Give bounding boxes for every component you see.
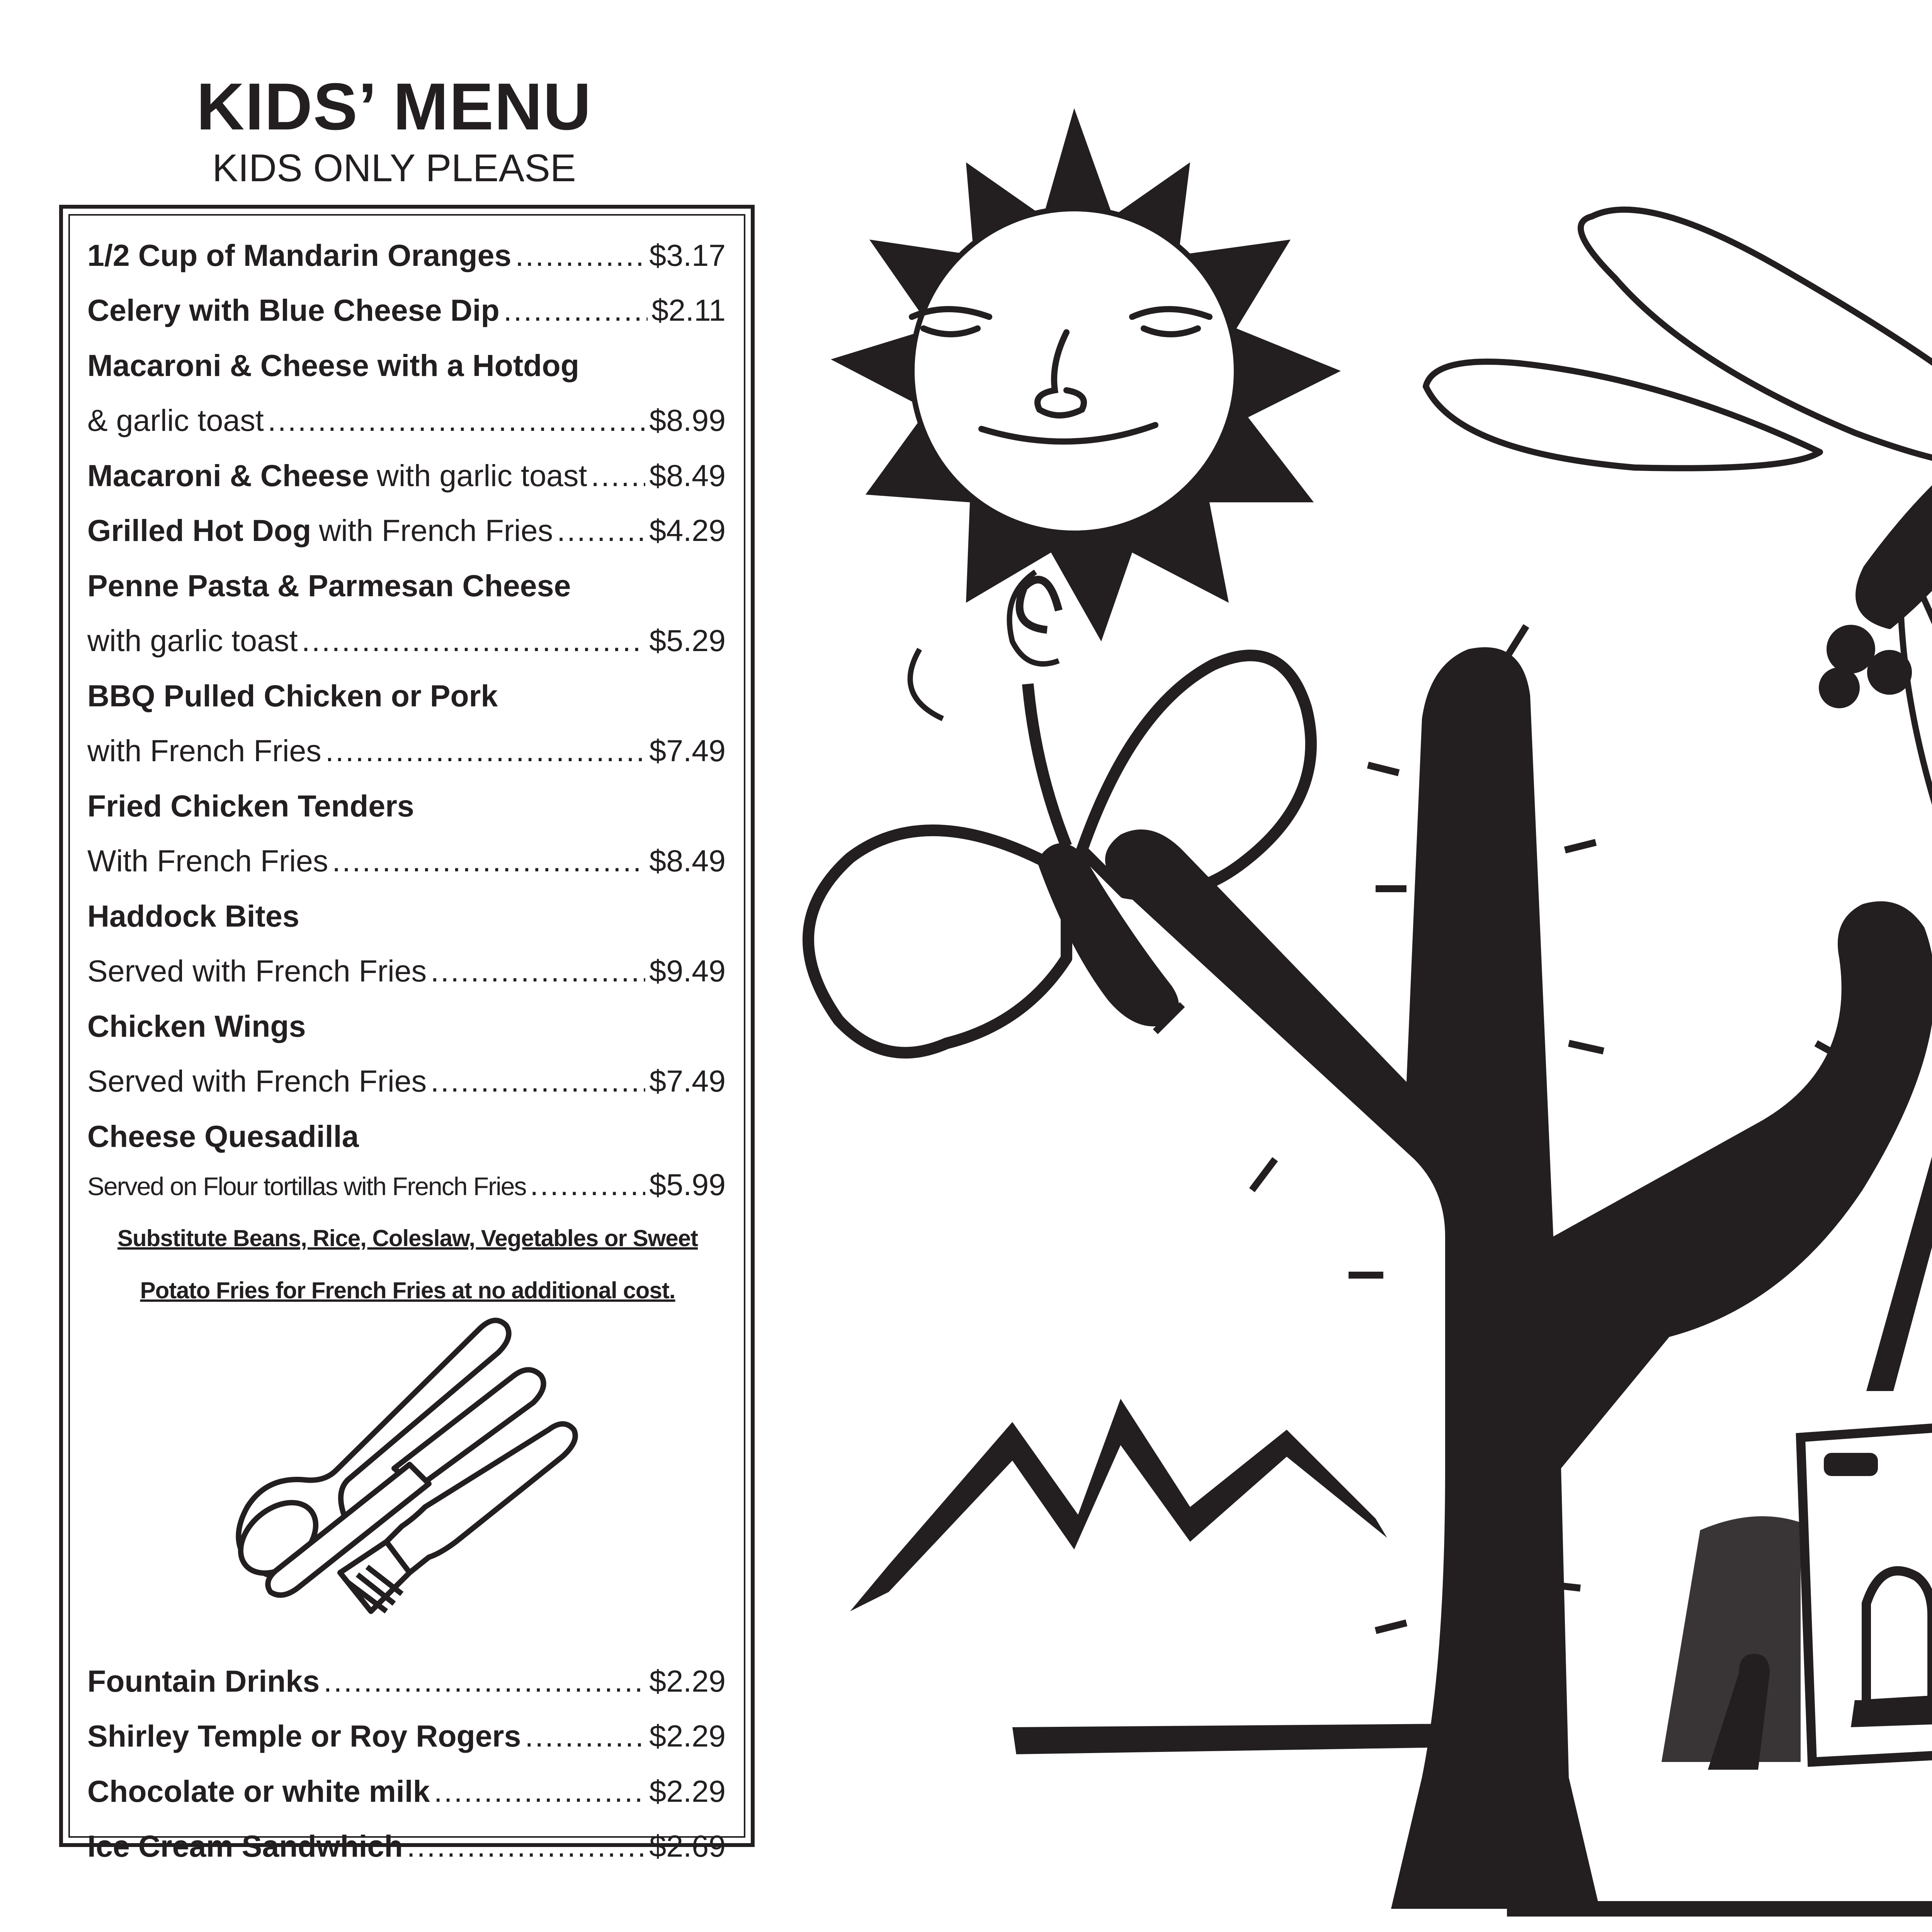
menu-item [87, 293, 726, 339]
drink-item [87, 1663, 726, 1710]
substitute-note: Substitute Beans, Rice, Coleslaw, Vegetables or Sweet [117, 1225, 698, 1251]
item-name: Grilled Hot Dog [87, 513, 311, 548]
menu-item [87, 403, 726, 449]
item-price: $8.99 [649, 403, 726, 437]
leader-dots [430, 1063, 645, 1099]
leader-dots [530, 1167, 645, 1202]
item-description: Served on Flour tortillas with French Fries [87, 1172, 526, 1201]
leader-dots [503, 293, 648, 328]
leader-dots [323, 1663, 645, 1699]
item-name: Macaroni & Cheese [87, 458, 369, 493]
butterfly [808, 580, 1311, 1053]
menu-item [87, 623, 726, 669]
leader-dots [430, 953, 645, 989]
item-name: Penne Pasta & Parmesan Cheese [87, 568, 571, 603]
menu-item [87, 953, 726, 1000]
drink-price: $2.29 [649, 1664, 726, 1698]
item-price: $4.29 [649, 513, 726, 548]
menu-item [87, 843, 726, 889]
adobe-house [1662, 1391, 1932, 1770]
item-price: $5.99 [649, 1167, 726, 1202]
drink-price: $2.69 [649, 1829, 726, 1863]
item-price: $5.29 [649, 623, 726, 658]
substitute-note: Potato Fries for French Fries at no additional cost. [140, 1277, 675, 1303]
item-description: with garlic toast [376, 458, 587, 493]
item-name: 1/2 Cup of Mandarin Oranges [87, 238, 512, 272]
item-description: Served with French Fries [87, 1064, 427, 1098]
leader-dots [515, 238, 645, 273]
leader-dots [557, 513, 645, 548]
item-price: $8.49 [649, 844, 726, 878]
menu-item [87, 458, 726, 504]
item-description: Served with French Fries [87, 954, 427, 988]
menu-item [87, 238, 726, 284]
menu-item [87, 513, 726, 559]
leader-dots [525, 1718, 645, 1754]
item-name: Chicken Wings [87, 1009, 306, 1043]
drink-name: Ice Cream Sandwhich [87, 1829, 403, 1863]
item-description: & garlic toast [87, 403, 264, 437]
item-name: Haddock Bites [87, 899, 299, 933]
item-description: with garlic toast [87, 623, 298, 658]
leader-dots [268, 403, 646, 438]
leader-dots [591, 458, 645, 493]
drink-name: Fountain Drinks [87, 1664, 320, 1698]
item-description: With French Fries [87, 844, 328, 878]
item-name: Fried Chicken Tenders [87, 789, 414, 823]
menu-item [87, 733, 726, 779]
item-name: BBQ Pulled Chicken or Pork [87, 679, 498, 713]
drink-item [87, 1718, 726, 1765]
item-price: $7.49 [649, 1064, 726, 1098]
leader-dots [434, 1774, 646, 1809]
drink-name: Shirley Temple or Roy Rogers [87, 1719, 521, 1753]
item-name: Macaroni & Cheese with a Hotdog [87, 348, 579, 383]
menu-title: KIDS’ MENU [196, 70, 592, 144]
menu-subtitle: KIDS ONLY PLEASE [212, 146, 576, 190]
drink-item [87, 1774, 726, 1820]
leader-dots [407, 1828, 646, 1864]
leader-dots [325, 733, 645, 769]
item-description: with French Fries [319, 513, 553, 548]
menu-item [87, 1167, 726, 1213]
item-description: with French Fries [87, 733, 321, 768]
item-price: $8.49 [649, 458, 726, 493]
drink-price: $2.29 [649, 1719, 726, 1753]
leader-dots [332, 843, 645, 879]
saguaro-cactus [1105, 626, 1932, 1909]
drink-price: $2.29 [649, 1774, 726, 1808]
item-price: $2.11 [651, 293, 726, 327]
leader-dots [301, 623, 645, 658]
item-price: $7.49 [649, 733, 726, 768]
item-name: Celery with Blue Cheese Dip [87, 293, 500, 327]
item-price: $9.49 [649, 954, 726, 988]
drink-name: Chocolate or white milk [87, 1774, 430, 1808]
sun [831, 108, 1341, 719]
dragonfly [1426, 135, 1932, 1001]
menu-item [87, 1063, 726, 1110]
item-name: Cheese Quesadilla [87, 1119, 359, 1153]
item-price: $3.17 [649, 238, 726, 272]
drink-item [87, 1828, 726, 1875]
mountains [850, 1005, 1932, 1917]
